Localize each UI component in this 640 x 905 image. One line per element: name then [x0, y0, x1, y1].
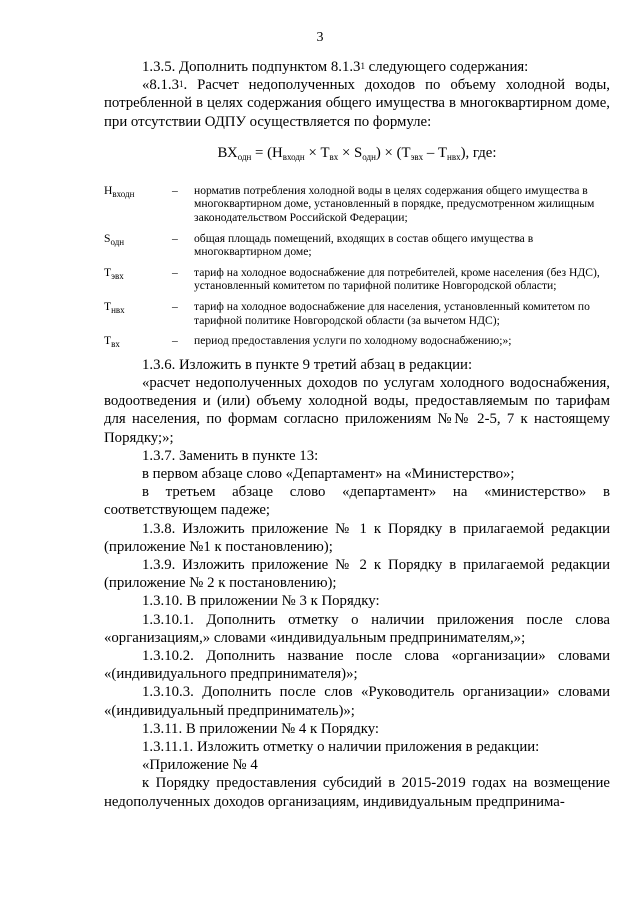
definition-dash: –	[172, 299, 178, 313]
definition-term: $Т_{вх}$	[104, 334, 120, 350]
paragraph-137-b: в третьем абзаце слово «департамент» на «министерство» в соответствующем падеже;	[104, 484, 610, 519]
paragraph-136: 1.3.6. Изложить в пункте 9 третий абзац в редакции:	[142, 356, 473, 373]
paragraph-1310: 1.3.10. В приложении № 3 к Порядку:	[142, 593, 380, 610]
definition-dash: –	[172, 231, 178, 245]
paragraph-135: 1.3.5. Дополнить подпунктом 8.1.3$^1$ следующего содержания:	[142, 59, 529, 75]
definitions-list	[104, 184, 610, 349]
definition-row	[104, 232, 610, 259]
paragraph-13102: 1.3.10.2. Дополнить название после слова «организации» словами «(индивидуального предпринимателя)»;	[104, 648, 610, 683]
definition-term: $Н_{входн}$	[104, 183, 135, 199]
definition-text: тариф на холодное водоснабжение для потребителей, кроме населения (без НДС), установленный комитетом по тарифной политике Новгородской области;	[194, 265, 600, 293]
paragraph-136-quote: «расчет недополученных доходов по услугам холодного водоснабжения, водоотведения и (или) объему холодной воды, предоставляемым по тарифам для населения, по формам согласно приложениям №№ 2-5, 7 к настоящему Порядку;»;	[104, 374, 610, 446]
definition-row	[104, 334, 610, 349]
definition-dash: –	[172, 183, 178, 197]
paragraph-137: 1.3.7. Заменить в пункте 13:	[142, 447, 319, 464]
definition-dash: –	[172, 265, 178, 279]
paragraph-last: к Порядку предоставления субсидий в 2015-2019 годах на возмещение недополученных доходов организациям, индивидуальным предпринима-	[104, 775, 610, 810]
paragraph-137-a: в первом абзаце слово «Департамент» на «Министерство»;	[142, 465, 515, 482]
definition-text: общая площадь помещений, входящих в состав общего имущества в многоквартирном доме;	[194, 231, 534, 259]
definition-row	[104, 300, 610, 327]
paragraph-13103: 1.3.10.3. Дополнить после слов «Руководитель организации» словами «(индивидуальный предприниматель)»;	[104, 684, 610, 719]
paragraph-13111: 1.3.11.1. Изложить отметку о наличии приложения в редакции:	[142, 739, 540, 756]
definition-term: $S_{одн}$	[104, 231, 125, 247]
definition-term: $Т_{нвх}$	[104, 299, 125, 315]
definition-term: $Т_{эвх}$	[104, 265, 124, 281]
paragraph-138: 1.3.8. Изложить приложение № 1 к Порядку в прилагаемой редакции (приложение №1 к постановлению);	[104, 520, 610, 555]
definition-dash: –	[172, 334, 178, 348]
paragraph-139: 1.3.9. Изложить приложение № 2 к Порядку в прилагаемой редакции (приложение № 2 к постановлению);	[104, 556, 610, 592]
document-body	[104, 58, 610, 811]
definition-text: период предоставления услуги по холодному водоснабжению;»;	[194, 334, 512, 348]
definition-text: тариф на холодное водоснабжение для населения, установленный комитетом по тарифной политике Новгородской области (за вычетом НДС);	[194, 299, 590, 327]
definition-text: норматив потребления холодной воды в целях содержания общего имущества в многоквартирном доме, установленный в порядке, предусмотренном жилищным законодательством Российской Федерации;	[194, 183, 595, 224]
page-number: 3	[316, 30, 324, 45]
formula: $ВХ_{одн} = (Н_{входн} \times Т_{вх} \times S_{одн}) \times (Т_{эвх} - Т_{нвх})$, где:	[217, 144, 497, 162]
paragraph-appendix-4: «Приложение № 4	[142, 757, 258, 774]
paragraph-8131: «8.1.3$^1$. Расчет недополученных доходов по объему холодной воды, потребленной в целях содержания общего имущества в многоквартирном доме, при отсутствии ОДПУ осуществляется по формуле:	[104, 77, 610, 130]
paragraph-13101: 1.3.10.1. Дополнить отметку о наличии приложения после слова «организациям,» словами «индивидуальным предпринимателям,»;	[104, 611, 610, 646]
definition-row	[104, 266, 610, 293]
definition-row	[104, 184, 610, 225]
paragraph-1311: 1.3.11. В приложении № 4 к Порядку:	[142, 720, 380, 737]
